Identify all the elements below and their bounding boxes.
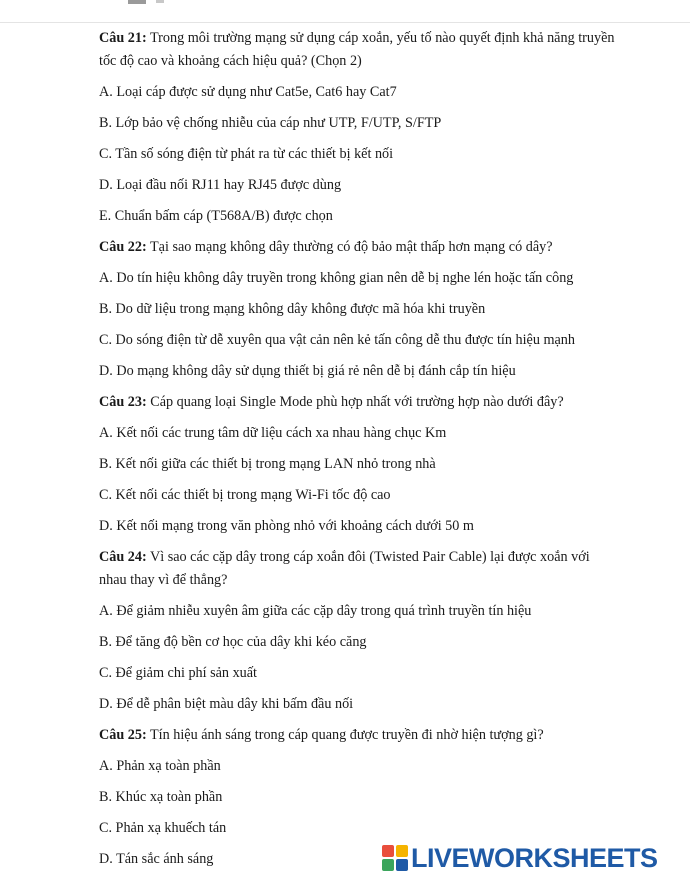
question-label: Câu 21: [99,30,147,46]
logo-square [382,859,394,871]
answer-option[interactable]: B. Khúc xạ toàn phần [99,789,223,805]
question-22 [99,236,619,259]
answer-option[interactable]: C. Để giảm chi phí sản xuất [99,665,258,681]
liveworksheets-logo[interactable] [382,841,682,875]
top-toolbar [0,0,690,23]
logo-square [396,859,408,871]
answer-option[interactable]: B. Do dữ liệu trong mạng không dây không được mã hóa khi truyền [99,301,486,317]
toolbar-fragment [128,0,146,4]
question-label: Câu 22: [99,239,147,255]
question-text: Tại sao mạng không dây thường có độ bảo mật thấp hơn mạng có dây? [146,239,553,255]
answer-option[interactable]: C. Kết nối các thiết bị trong mạng Wi-Fi tốc độ cao [99,487,391,503]
answer-option[interactable]: B. Kết nối giữa các thiết bị trong mạng LAN nhỏ trong nhà [99,456,436,472]
answer-option[interactable]: A. Kết nối các trung tâm dữ liệu cách xa nhau hàng chục Km [99,425,447,441]
logo-square [382,845,394,857]
answer-option[interactable]: C. Do sóng điện từ dễ xuyên qua vật cản nên kẻ tấn công dễ thu được tín hiệu mạnh [99,332,575,348]
answer-option[interactable]: E. Chuẩn bấm cáp (T568A/B) được chọn [99,208,333,224]
question-25 [99,724,619,747]
logo-wordmark: LIVEWORKSHEETS [411,842,658,873]
answer-option[interactable]: C. Phản xạ khuếch tán [99,820,227,836]
question-23 [99,391,619,414]
liveworksheets-logo-icon [382,845,408,871]
question-label: Câu 24: [99,549,147,565]
logo-square [396,845,408,857]
question-label: Câu 23: [99,394,147,410]
question-text: Cáp quang loại Single Mode phù hợp nhất với trường hợp nào dưới đây? [146,394,564,410]
answer-option[interactable]: A. Do tín hiệu không dây truyền trong không gian nên dễ bị nghe lén hoặc tấn công [99,270,574,286]
toolbar-fragment [156,0,164,3]
answer-option[interactable]: B. Để tăng độ bền cơ học của dây khi kéo căng [99,634,367,650]
question-21 [99,27,619,73]
question-text: Trong môi trường mạng sử dụng cáp xoắn, yếu tố nào quyết định khả năng truyền tốc độ cao và khoảng cách hiệu quả? (Chọn 2) [99,30,615,69]
answer-option[interactable]: B. Lớp bảo vệ chống nhiễu của cáp như UTP, F/UTP, S/FTP [99,115,442,131]
answer-option[interactable]: A. Loại cáp được sử dụng như Cat5e, Cat6 hay Cat7 [99,84,397,100]
question-24 [99,546,619,592]
answer-option[interactable]: D. Tán sắc ánh sáng [99,851,214,867]
answer-option[interactable]: A. Để giảm nhiễu xuyên âm giữa các cặp dây trong quá trình truyền tín hiệu [99,603,532,619]
answer-option[interactable]: D. Để dễ phân biệt màu dây khi bấm đầu nối [99,696,354,712]
question-text: Vì sao các cặp dây trong cáp xoắn đôi (Twisted Pair Cable) lại được xoắn với nhau thay vì để thẳng? [99,549,590,588]
worksheet-content [99,27,619,879]
question-text: Tín hiệu ánh sáng trong cáp quang được truyền đi nhờ hiện tượng gì? [146,727,544,743]
answer-option[interactable]: A. Phản xạ toàn phần [99,758,221,774]
answer-option[interactable]: D. Loại đầu nối RJ11 hay RJ45 được dùng [99,177,342,193]
question-label: Câu 25: [99,727,147,743]
answer-option[interactable]: D. Kết nối mạng trong văn phòng nhỏ với khoảng cách dưới 50 m [99,518,474,534]
answer-option[interactable]: D. Do mạng không dây sử dụng thiết bị giá rẻ nên dễ bị đánh cắp tín hiệu [99,363,516,379]
answer-option[interactable]: C. Tần số sóng điện từ phát ra từ các thiết bị kết nối [99,146,394,162]
